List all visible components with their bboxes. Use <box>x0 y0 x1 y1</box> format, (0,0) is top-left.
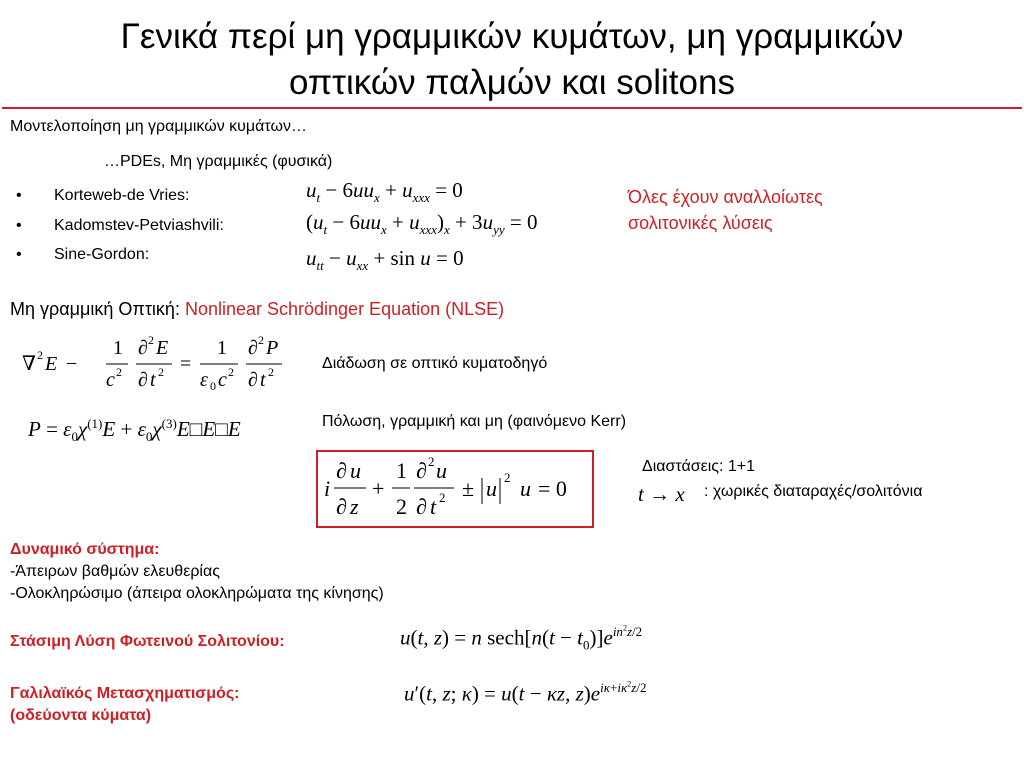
svg-text:E: E <box>156 337 169 359</box>
svg-text:1: 1 <box>217 337 227 359</box>
stationary-heading: Στάσιμη Λύση Φωτεινού Σολιτονίου: <box>10 633 285 650</box>
svg-text:2: 2 <box>158 365 164 379</box>
svg-text:2: 2 <box>258 334 264 347</box>
svg-text:∇: ∇ <box>22 353 36 375</box>
bullet-marker: • <box>16 187 22 204</box>
svg-text:2: 2 <box>439 490 446 505</box>
modeling-heading: Μοντελοποίηση μη γραμμικών κυμάτων… <box>10 118 307 135</box>
svg-text:t: t <box>260 369 266 391</box>
svg-text:z: z <box>350 494 359 519</box>
polarization-label: Πόλωση, γραμμική και μη (φαινόμενο Kerr) <box>322 413 627 430</box>
equation-soliton: u(t, z) = n $\sec h[n(t - t_0)]e^{in^2z/2}$ <box>400 624 643 653</box>
svg-text:2: 2 <box>268 365 274 379</box>
svg-text:u: u <box>520 476 531 501</box>
equation-t-to-x: t → x <box>638 482 685 506</box>
spatial-label: : χωρικές διαταραχές/σολιτόνια <box>704 483 923 500</box>
svg-text:∂: ∂ <box>248 337 258 359</box>
svg-text:∂: ∂ <box>248 369 258 391</box>
equation-kdv: $u_t - 6uu_x + u_{xxx} = 0$ <box>306 178 463 206</box>
bullet-sg <box>16 245 22 265</box>
equation-galilean: u′(t, z; κ) = u(t − κz, $z)e^{i\kappa+i\kappa^2z/2}$ <box>404 680 647 706</box>
svg-text:0: 0 <box>210 379 216 393</box>
equation-wave <box>20 334 290 394</box>
bullet-marker: • <box>16 217 22 234</box>
svg-text:∂: ∂ <box>336 494 347 519</box>
dynamic-item-1: -Άπειρων βαθμών ελευθερίας <box>10 563 220 580</box>
equation-nlse <box>320 454 586 522</box>
svg-text:∂: ∂ <box>416 458 427 483</box>
svg-text:∂: ∂ <box>336 458 347 483</box>
optics-nlse-title: Nonlinear Schrödinger Equation (NLSE) <box>184 299 505 319</box>
bullet-kdv <box>16 186 22 206</box>
svg-text:ε: ε <box>200 369 208 391</box>
equation-polarization: $P = \varepsilon_0\chi^{(1)}E$ + $\varepsilon_0\chi^{(3)}E□E□E$ <box>28 416 241 445</box>
equation-kp: $(u_t - 6uu_x + u_{xxx})_x + 3u_{yy} = 0$ <box>306 210 538 238</box>
dynamic-heading: Δυναμικό σύστημα: <box>10 541 160 558</box>
title-divider <box>2 107 1022 109</box>
svg-text:2: 2 <box>37 348 43 362</box>
galilean-line-1: Γαλιλαϊκός Μετασχηματισμός: <box>10 685 240 702</box>
svg-text:2: 2 <box>148 334 154 347</box>
svg-text:i: i <box>324 476 331 501</box>
bullet-label-sg: Sine-Gordon: <box>54 246 150 263</box>
bullet-label-kp: Kadomstev-Petviashvili: <box>54 217 224 234</box>
svg-text:2: 2 <box>116 365 122 379</box>
title-line-2: οπτικών παλμών και solitons <box>289 63 735 102</box>
galilean-line-2: (οδεύοντα κύματα) <box>10 707 152 724</box>
svg-text:2: 2 <box>504 470 511 485</box>
propagation-label: Διάδωση σε οπτικό κυματοδηγό <box>322 355 548 372</box>
svg-text:1: 1 <box>396 458 407 483</box>
svg-text:1: 1 <box>113 337 123 359</box>
soliton-note-line-2: σολιτονικές λύσεις <box>628 213 773 233</box>
svg-text:= 0: = 0 <box>538 476 567 501</box>
svg-text:∂: ∂ <box>138 337 148 359</box>
galilean-heading <box>10 684 239 726</box>
title-line-1: Γενικά περί μη γραμμικών κυμάτων, μη γραμμικών <box>120 17 904 56</box>
svg-text:P: P <box>266 337 279 359</box>
bullet-label-kdv: Korteweb-de Vries: <box>54 187 190 204</box>
optics-heading <box>10 298 504 320</box>
svg-text:c: c <box>106 369 115 391</box>
dynamic-item-2: -Ολοκληρώσιμο (άπειρα ολοκληρώματα της κίνησης) <box>10 585 384 602</box>
svg-text:2: 2 <box>228 365 234 379</box>
svg-text:∂: ∂ <box>138 369 148 391</box>
bullet-kp <box>16 216 22 236</box>
svg-text:∂: ∂ <box>416 494 427 519</box>
soliton-note <box>628 186 823 234</box>
svg-text:E: E <box>45 353 58 375</box>
optics-prefix: Μη γραμμική Οπτική: <box>10 299 185 319</box>
svg-text:t: t <box>150 369 156 391</box>
svg-text:u: u <box>436 458 447 483</box>
svg-text:±: ± <box>462 476 475 501</box>
pdes-line: …PDEs, Μη γραμμικές (φυσικά) <box>104 153 333 170</box>
svg-text:+: + <box>372 476 385 501</box>
svg-text:2: 2 <box>396 494 407 519</box>
svg-text:c: c <box>218 369 227 391</box>
svg-text:2: 2 <box>428 454 435 469</box>
svg-text:=: = <box>180 353 192 375</box>
soliton-note-line-1: Όλες έχουν αναλλοίωτες <box>628 187 823 207</box>
svg-text:−: − <box>66 353 78 375</box>
equation-sine-gordon: $u_{tt} - u_{xx} + \sin u = 0$ <box>306 246 464 274</box>
svg-text:u: u <box>350 458 361 483</box>
svg-text:u: u <box>486 476 497 501</box>
slide-title <box>0 14 1024 106</box>
dimensions-label: Διαστάσεις: 1+1 <box>642 458 756 475</box>
svg-text:t: t <box>430 494 437 519</box>
bullet-marker: • <box>16 246 22 263</box>
